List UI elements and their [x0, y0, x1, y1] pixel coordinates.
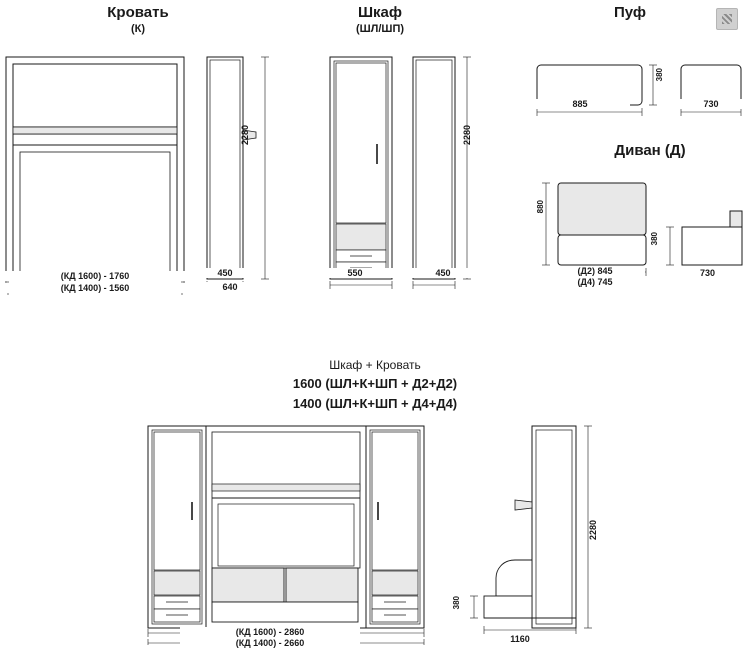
dim-bed-width-1600: (КД 1600) - 1760 [0, 271, 190, 281]
pouf-front-drawing [525, 55, 675, 125]
dim-sofa-side-width: 730 [665, 268, 748, 278]
dim-combo-width-1400: (КД 1400) - 2660 [180, 638, 360, 648]
dim-sofa-width-d4: (Д4) 745 [545, 277, 645, 287]
dim-combo-height: 2280 [588, 520, 598, 541]
combo-side-drawing [460, 420, 630, 645]
pouf-side-drawing [676, 55, 748, 125]
title-pouf: Пуф [613, 4, 647, 21]
bed-front-drawing [0, 52, 200, 292]
dim-bed-side-depth: 450 [195, 268, 255, 278]
dim-combo-width-1600: (КД 1600) - 2860 [180, 627, 360, 637]
combo-line-1600: 1600 (ШЛ+К+ШП + Д2+Д2) [292, 376, 458, 391]
dim-sofa-width-d2: (Д2) 845 [545, 266, 645, 276]
dim-bed-width-1400: (КД 1400) - 1560 [0, 283, 190, 293]
dim-wardrobe-depth: 450 [398, 268, 488, 278]
dim-pouf-width: 885 [530, 99, 630, 109]
dim-wardrobe-height: 2280 [462, 125, 472, 146]
dim-combo-bottom-depth: 1160 [470, 634, 570, 644]
dim-bed-height: 2280 [240, 125, 250, 146]
combo-title: Шкаф + Кровать [329, 358, 421, 372]
pattern-icon [716, 8, 738, 30]
title-bed: Кровать [107, 4, 169, 21]
wardrobe-side-drawing [405, 52, 525, 292]
dim-wardrobe-width: 550 [310, 268, 400, 278]
dim-combo-side-height: 380 [452, 596, 461, 610]
bed-side-drawing [200, 52, 310, 292]
dim-sofa-height: 880 [536, 200, 545, 214]
dim-bed-side-total: 640 [200, 282, 260, 292]
dim-sofa-side-height: 380 [650, 232, 659, 246]
title-sofa: Диван (Д) [614, 142, 686, 159]
dim-pouf-height: 380 [655, 68, 664, 82]
dim-pouf-side-width: 730 [676, 99, 746, 109]
combo-front-drawing [130, 420, 450, 645]
combo-line-1400: 1400 (ШЛ+К+ШП + Д4+Д4) [292, 396, 458, 411]
title-wardrobe: Шкаф [357, 4, 403, 21]
subtitle-bed: (К) [130, 23, 146, 35]
subtitle-wardrobe: (ШЛ/ШП) [355, 23, 405, 35]
